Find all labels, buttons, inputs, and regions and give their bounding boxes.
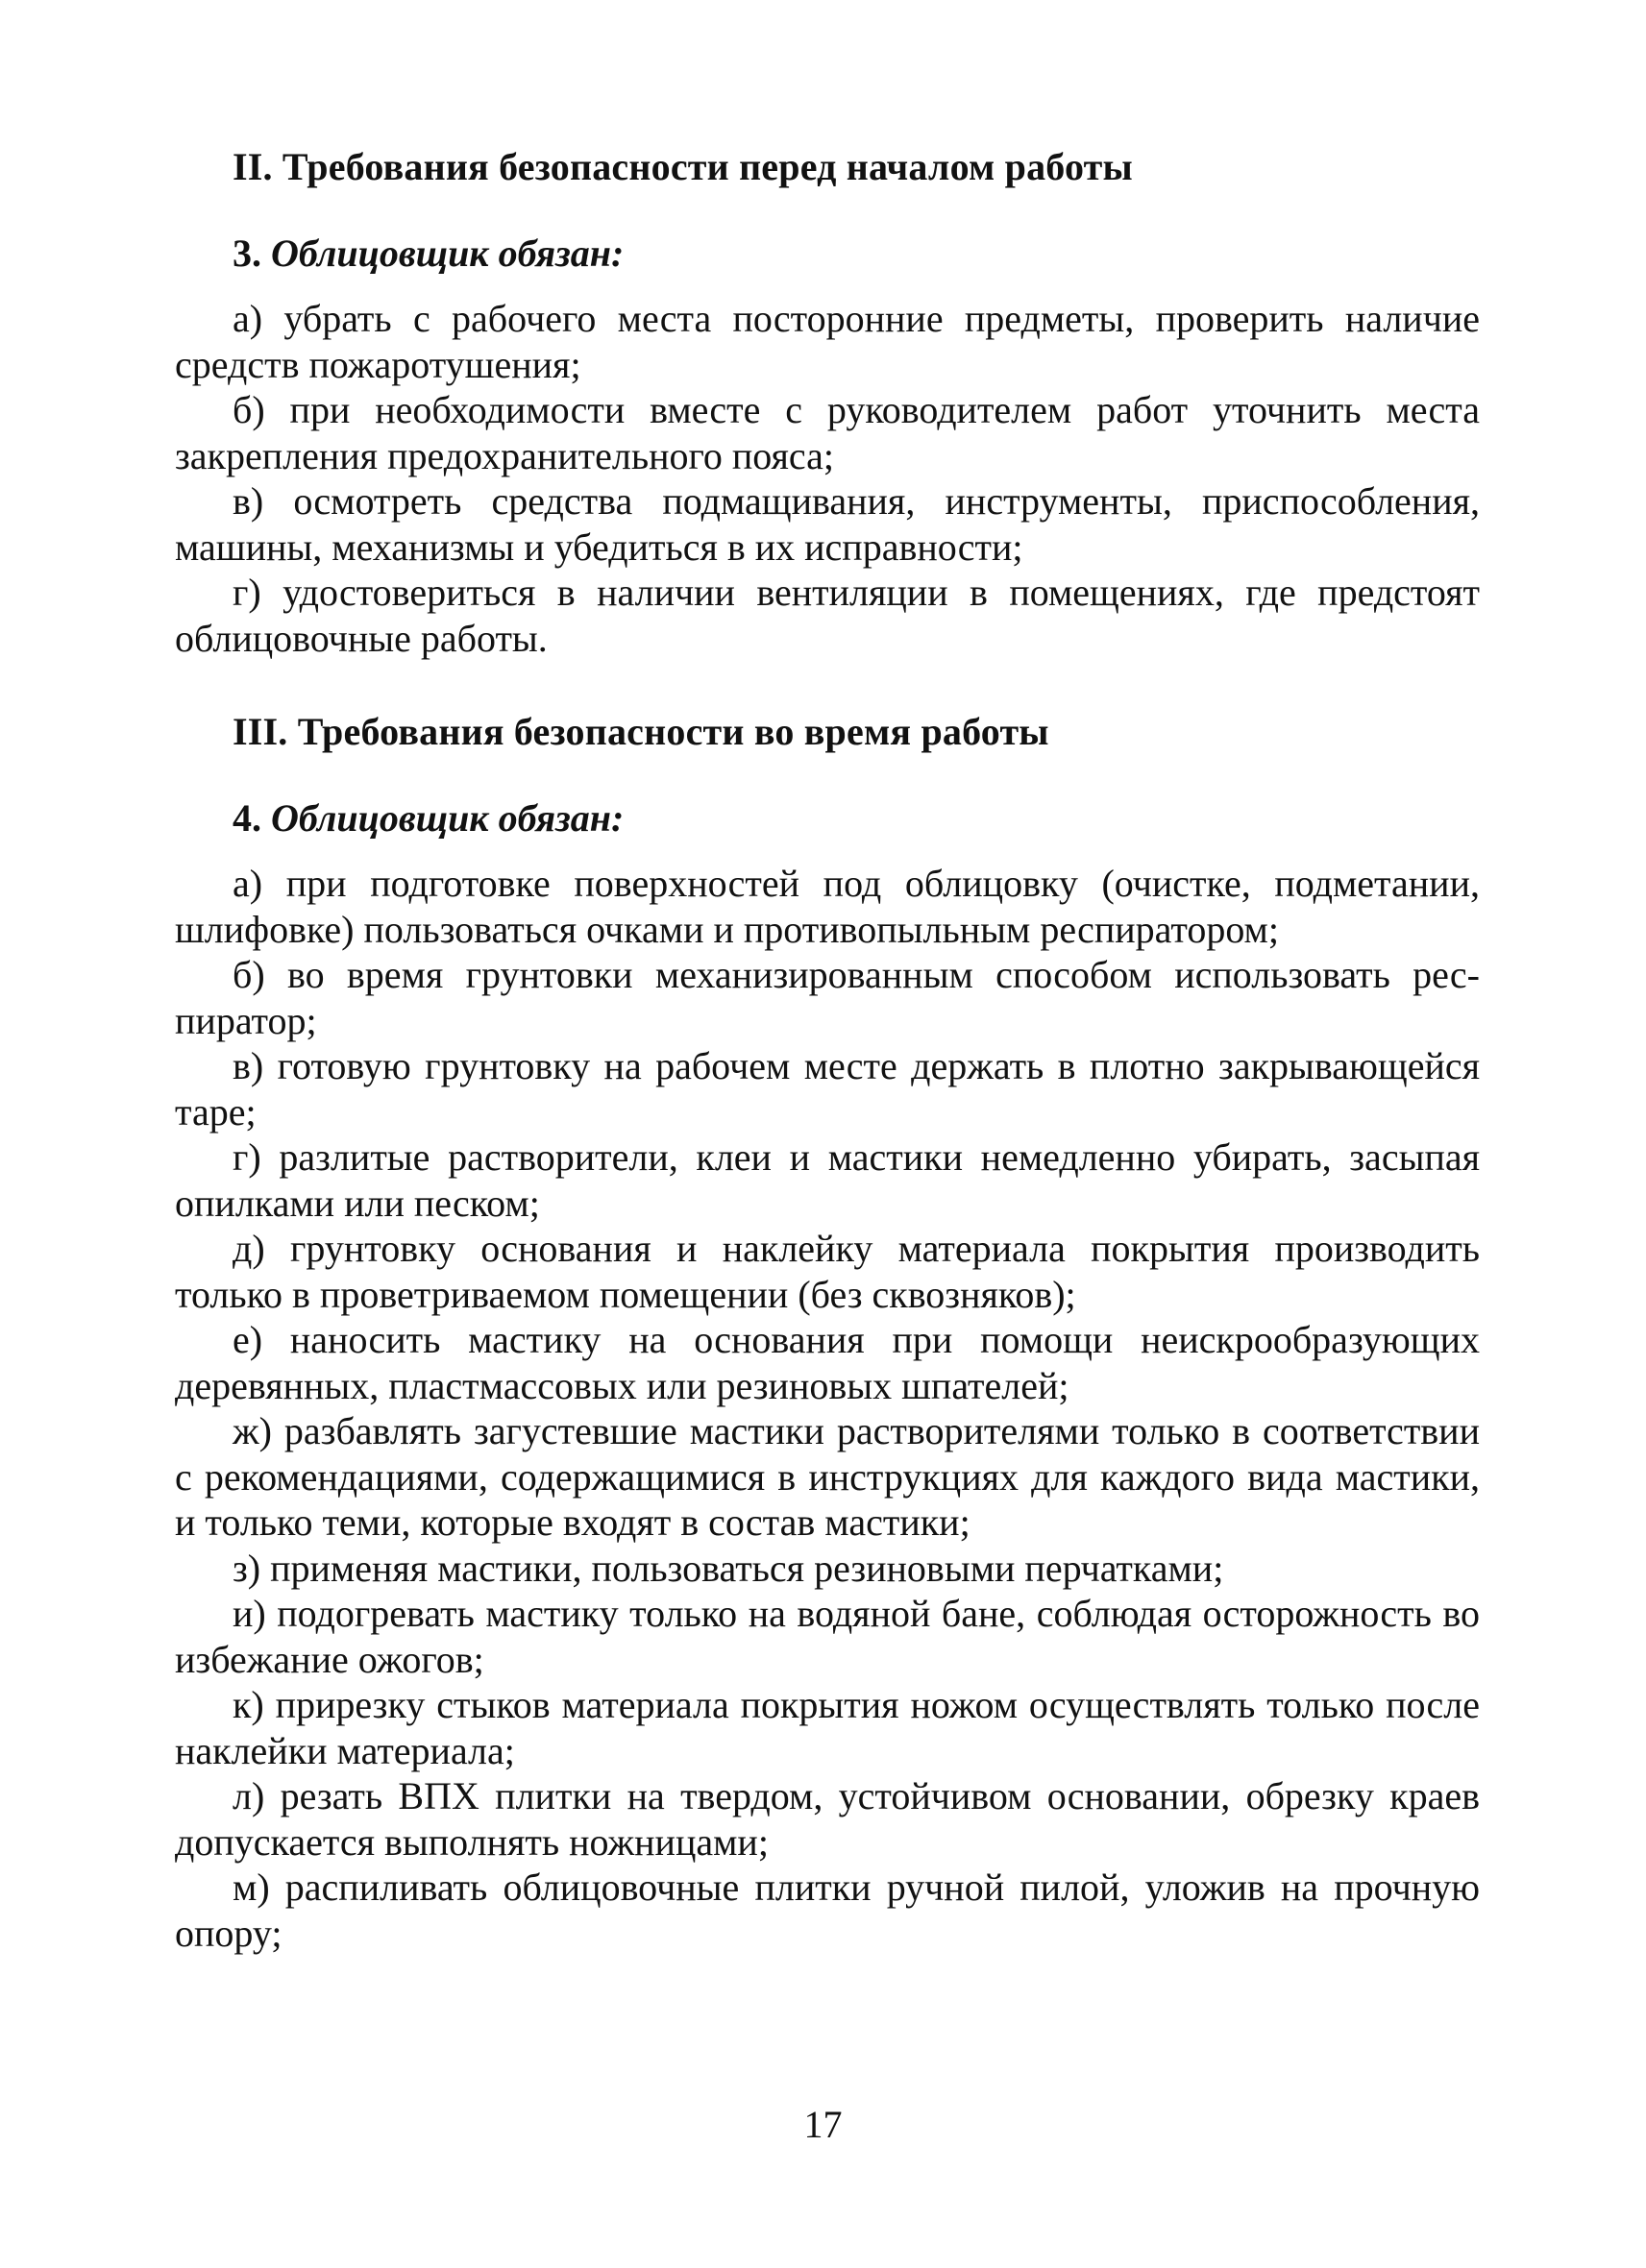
page-number: 17 xyxy=(803,2103,843,2146)
section-3-item-m: м) распиливать облицовочные плитки ручной пилой, уложив на прочную опору; xyxy=(175,1866,1480,1955)
section-2-item-b: б) при необходимости вместе с руководителем работ уточнить места закрепления предохранительного пояса; xyxy=(175,388,1480,477)
section-3-heading xyxy=(175,709,1480,755)
section-2-heading xyxy=(175,144,1480,190)
section-3-list xyxy=(175,861,1480,1956)
section-3-item-i: и) подогревать мастику только на водяной бане, соблюдая осторожность во избежание ожогов; xyxy=(175,1592,1480,1681)
section-3-subheading xyxy=(175,795,1480,841)
section-3-item-d: д) грунтовку основания и наклейку материала покрытия производить только в проветриваемом помещении (без сквозняков); xyxy=(175,1227,1480,1316)
section-3-item-zh: ж) разбавлять загустевшие мастики растворителями только в соответствии с рекомендациями, содержащимися в инструкциях для каждого вида мастики, и только теми, которые входят в состав мастики; xyxy=(175,1409,1480,1544)
section-3-number: 4. xyxy=(233,796,261,840)
section-3-item-a: а) при подготовке поверхностей под облицовку (очистке, подметании, шлифовке) пользоваться очками и противопыльным респиратором; xyxy=(175,862,1480,951)
section-3-item-b: б) во время грунтовки механизированным способом использовать респиратор; xyxy=(175,953,1480,1042)
section-2-number: 3. xyxy=(233,232,261,275)
section-2-subheading xyxy=(175,231,1480,277)
section-2-list xyxy=(175,296,1480,661)
section-3-lead: Облицовщик обязан: xyxy=(271,796,625,840)
section-2-item-g: г) удостовериться в наличии вентиляции в помещениях, где предстоят облицовочные работы. xyxy=(175,571,1480,660)
section-3-item-g: г) разлитые растворители, клеи и мастики немедленно убирать, засыпая опилками или песком; xyxy=(175,1135,1480,1225)
section-3-item-v: в) готовую грунтовку на рабочем месте держать в плотно закрывающейся таре; xyxy=(175,1044,1480,1134)
section-2-item-a: а) убрать с рабочего места посторонние предметы, проверить наличие средств пожаротушения; xyxy=(175,297,1480,386)
document-page xyxy=(175,144,1480,1956)
section-2-item-v: в) осмотреть средства подмащивания, инструменты, приспособления, машины, механизмы и убедиться в их исправности; xyxy=(175,479,1480,569)
section-3-item-k: к) прирезку стыков материала покрытия ножом осуществлять только после наклейки материала; xyxy=(175,1683,1480,1772)
section-3-item-e: е) наносить мастику на основания при помощи неискрообразующих деревянных, пластмассовых или резиновых шпателей; xyxy=(175,1318,1480,1407)
section-3-item-z: з) применяя мастики, пользоваться резиновыми перчатками; xyxy=(233,1546,1224,1590)
section-3-item-l: л) резать ВПХ плитки на твердом, устойчивом основании, обрезку краев допускается выполнять ножницами; xyxy=(175,1774,1480,1864)
section-3-heading-text: III. Требования безопасности во время работы xyxy=(233,710,1049,753)
section-2-lead: Облицовщик обязан: xyxy=(271,232,625,275)
section-2-heading-text: II. Требования безопасности перед началом работы xyxy=(233,145,1133,188)
